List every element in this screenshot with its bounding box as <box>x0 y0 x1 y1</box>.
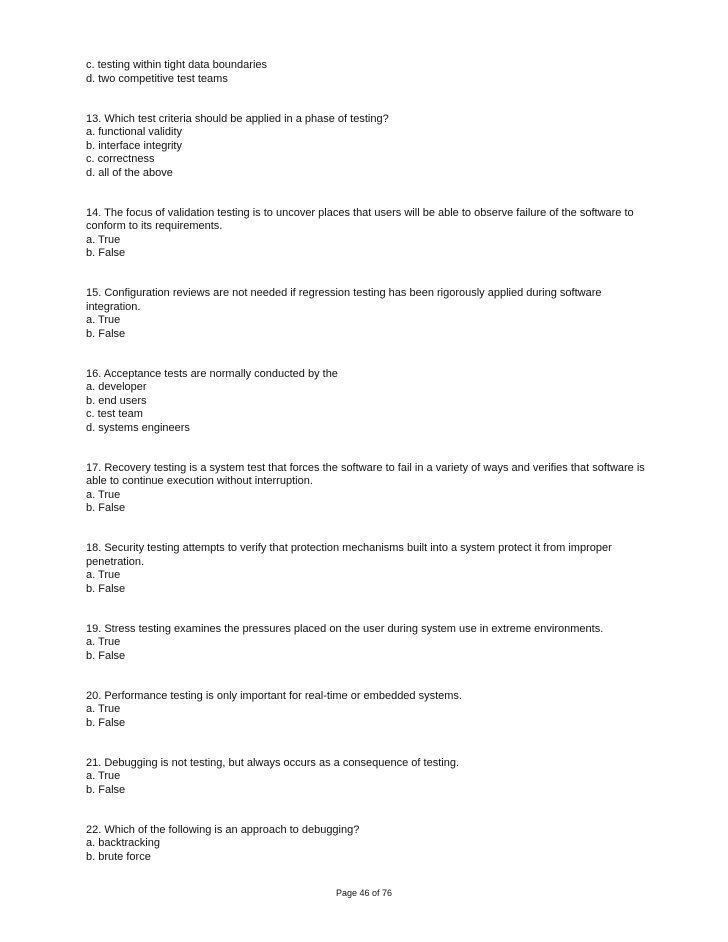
question-text: 14. The focus of validation testing is to uncover places that users will be able to observe failure of the software to conform to its requirements. <box>86 206 634 232</box>
answer-option: b. False <box>86 327 126 340</box>
answer-option: a. developer <box>86 381 147 393</box>
answer-option: b. brute force <box>86 850 151 863</box>
answer-option: a. True <box>86 314 121 326</box>
question-15 <box>86 287 656 341</box>
answer-option: c. test team <box>86 408 143 420</box>
answer-option: d. all of the above <box>86 166 173 179</box>
document-body <box>86 59 656 891</box>
answer-option: a. True <box>86 569 121 581</box>
question-text: 13. Which test criteria should be applied in a phase of testing? <box>86 112 389 125</box>
question-text: 18. Security testing attempts to verify that protection mechanisms built into a system protect it from improper penetration. <box>86 542 612 568</box>
answer-option: c. testing within tight data boundaries <box>86 59 268 71</box>
answer-option: b. False <box>86 783 126 796</box>
answer-option: c. correctness <box>86 153 155 165</box>
answer-option: b. False <box>86 582 126 595</box>
answer-option: b. interface integrity <box>86 139 182 152</box>
answer-option: b. end users <box>86 394 147 407</box>
question-text: 16. Acceptance tests are normally conducted by the <box>86 367 338 380</box>
answer-option: a. True <box>86 636 121 648</box>
question-19 <box>86 623 656 664</box>
page-number: Page 46 of 76 <box>335 888 393 898</box>
question-text: 20. Performance testing is only important for real-time or embedded systems. <box>86 689 462 702</box>
answer-option: b. False <box>86 247 126 259</box>
question-text: 15. Configuration reviews are not needed if regression testing has been rigorously applied during software integration. <box>86 287 602 313</box>
answer-option: a. True <box>86 770 121 782</box>
question-continued <box>86 59 656 86</box>
question-text: 17. Recovery testing is a system test that forces the software to fail in a variety of ways and verifies that software is able to continue execution without interruption. <box>86 461 645 487</box>
answer-option: a. True <box>86 488 121 501</box>
question-22 <box>86 824 656 865</box>
question-text: 19. Stress testing examines the pressures placed on the user during system use in extreme environments. <box>86 622 604 635</box>
answer-option: a. backtracking <box>86 837 160 849</box>
question-16 <box>86 368 656 436</box>
answer-option: b. False <box>86 716 126 729</box>
question-text: 21. Debugging is not testing, but always occurs as a consequence of testing. <box>86 756 460 769</box>
question-20 <box>86 690 656 731</box>
question-18 <box>86 542 656 596</box>
answer-option: b. False <box>86 649 126 662</box>
question-text: 22. Which of the following is an approach to debugging? <box>86 823 360 836</box>
answer-option: b. False <box>86 502 126 514</box>
question-13 <box>86 113 656 181</box>
answer-option: a. functional validity <box>86 126 182 138</box>
answer-option: d. two competitive test teams <box>86 72 228 85</box>
question-14 <box>86 207 656 261</box>
question-21 <box>86 757 656 798</box>
answer-option: a. True <box>86 233 121 246</box>
answer-option: a. True <box>86 703 121 715</box>
answer-option: d. systems engineers <box>86 421 190 434</box>
question-17 <box>86 462 656 516</box>
